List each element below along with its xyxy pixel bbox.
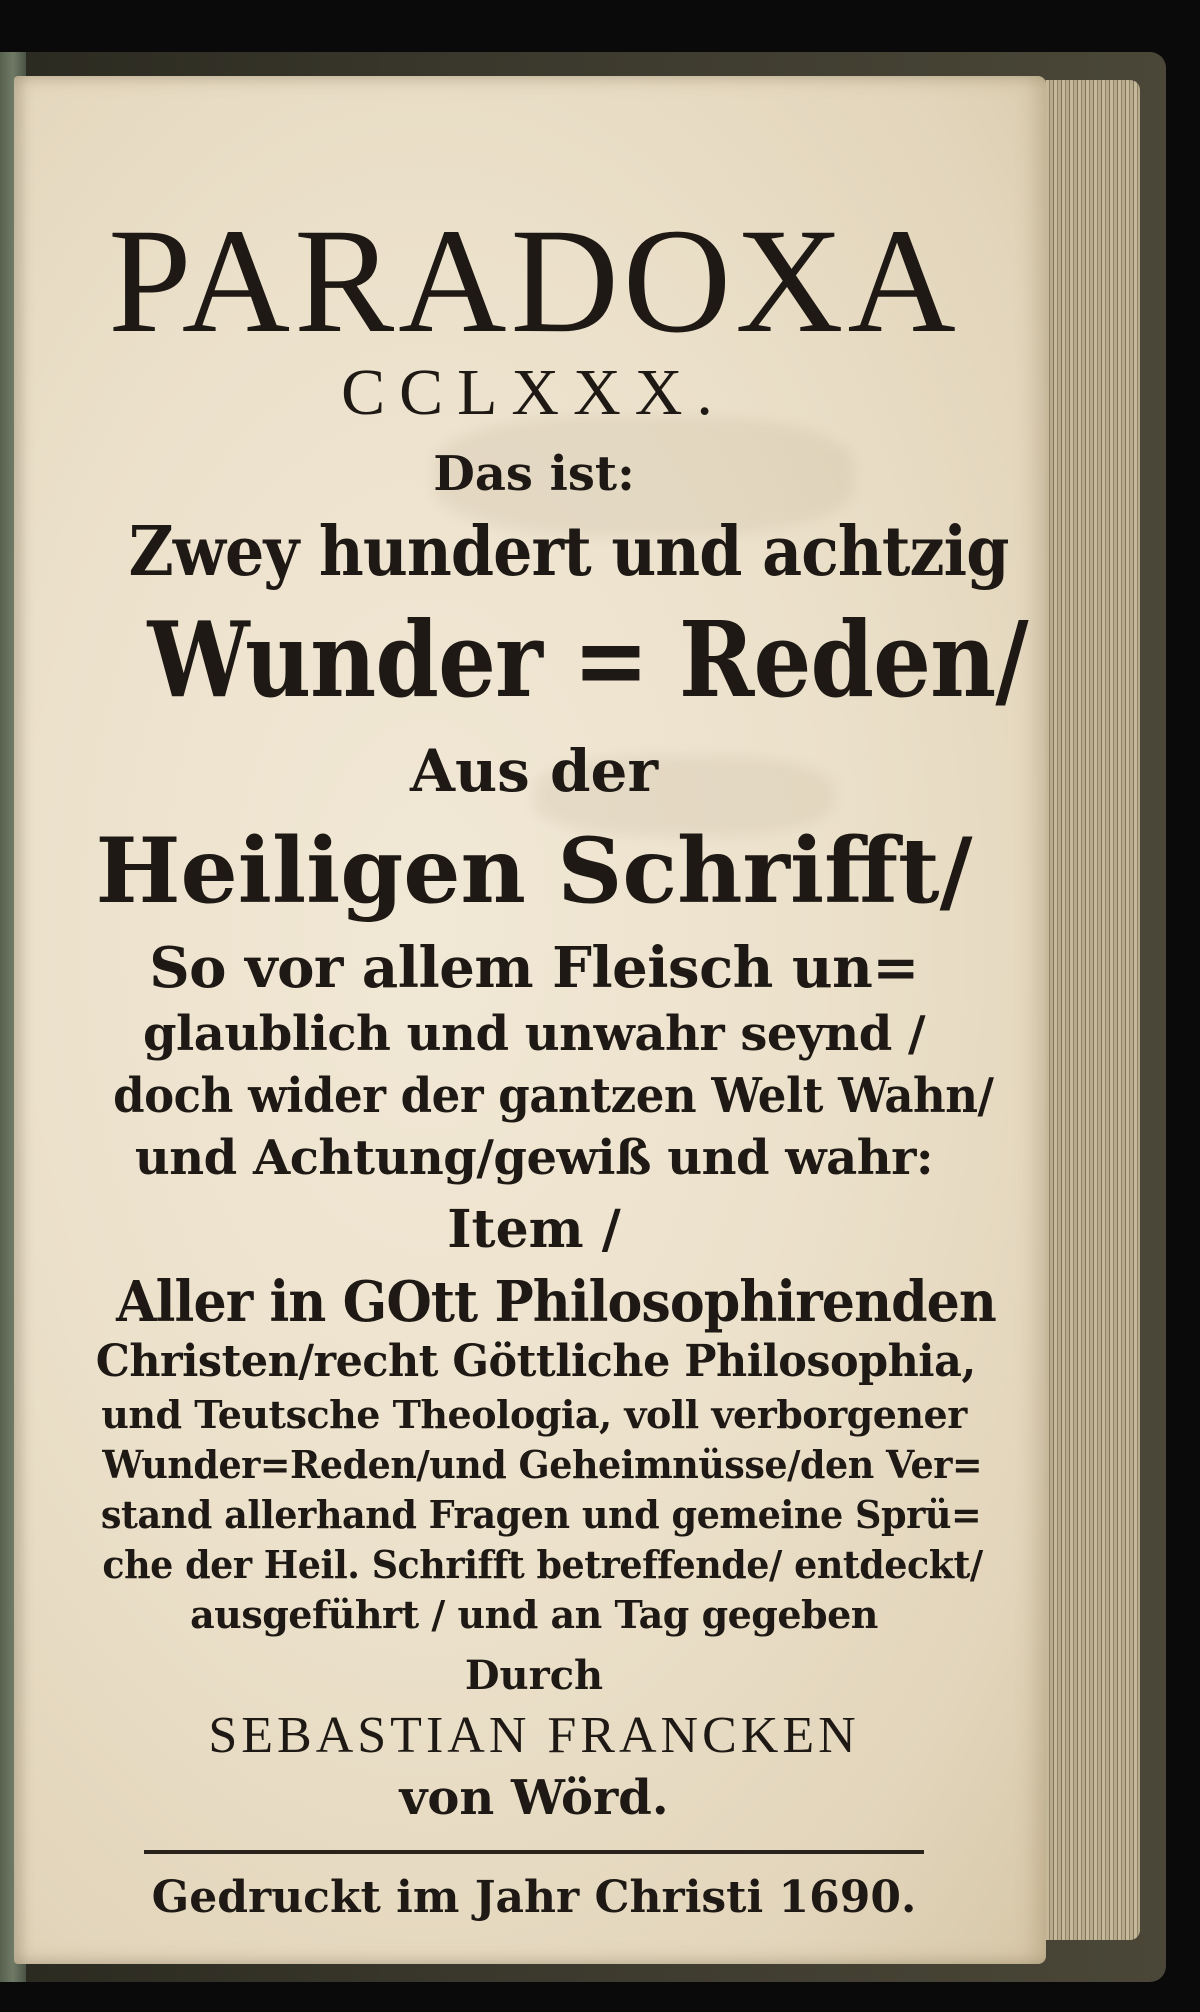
roman-numeral: CCLXXX. [341,356,727,429]
small-body-line: che der Heil. Schrifft betreffende/ entdeckt/ [102,1542,983,1587]
subtitle-line-2: Wunder = Reden/ [147,598,1028,721]
subtitle-line-3: Aus der [409,737,659,805]
small-body-line: ausgeführt / und an Tag gegeben [190,1592,878,1637]
small-body-line: und Teutsche Theologia, voll verborgener [101,1392,967,1437]
body-line: glaublich und unwahr seynd / [142,1006,925,1062]
body-line: und Achtung/gewiß und wahr: [134,1130,934,1186]
title-page [14,76,1046,1964]
imprint-rule [144,1850,924,1854]
title-text-block [84,176,1028,1923]
small-body-line: stand allerhand Fragen und gemeine Sprü= [100,1492,982,1537]
durch-line: Durch [464,1652,604,1699]
subtitle-line-1: Zwey hundert und achtzig [128,512,1009,592]
imprint-line: Gedruckt im Jahr Christi 1690. [151,1872,917,1923]
das-ist-line: Das ist: [433,446,635,502]
subtitle-line-4: Heiligen Schrifft/ [95,818,973,924]
main-title: PARADOXA [108,198,960,364]
item-line: Item / [447,1199,621,1260]
author-place: von Wörd. [399,1770,669,1826]
page-edges [1030,80,1140,1940]
aller-line: Aller in GOtt Philosophirenden [116,1269,996,1335]
author-name: SEBASTIAN FRANCKEN [208,1707,860,1764]
christen-line: Christen/recht Göttliche Philosophia, [95,1336,976,1387]
small-body-line: Wunder=Reden/und Geheimnüsse/den Ver= [102,1442,983,1487]
body-line: So vor allem Fleisch un= [149,935,919,1001]
body-line: doch wider der gantzen Welt Wahn/ [113,1068,994,1124]
